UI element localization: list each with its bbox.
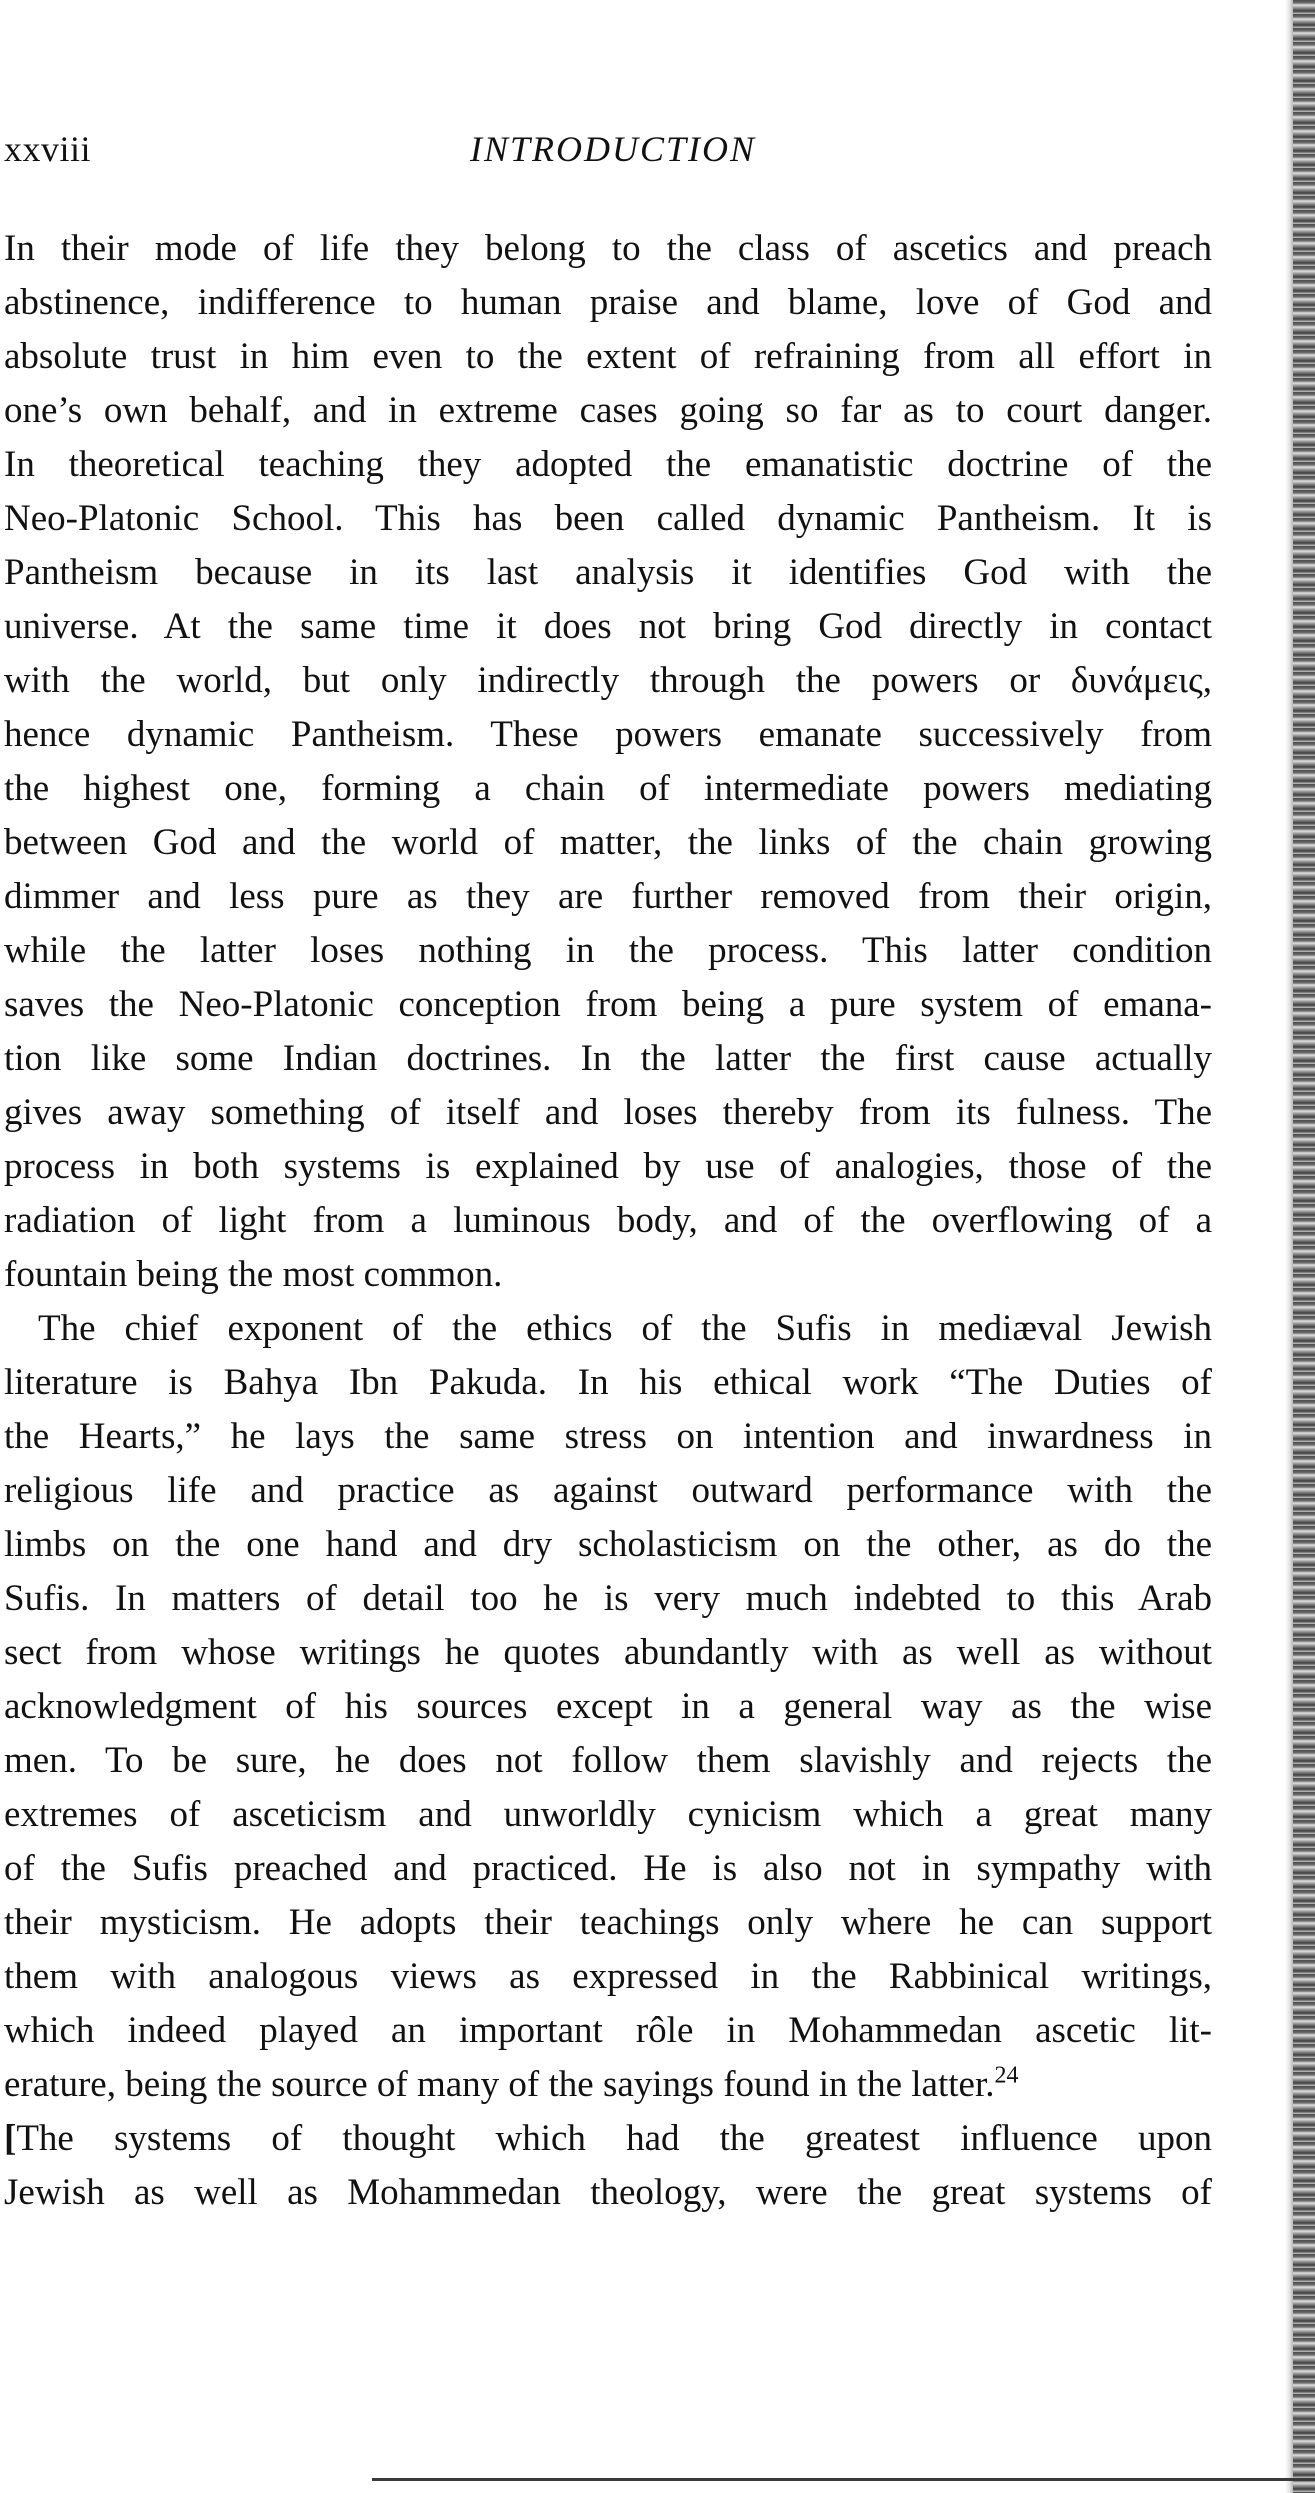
page-number: xxviii	[4, 129, 92, 169]
text-line: The chief exponent of the ethics of the Sufis in mediæval Jewish	[38, 1308, 1212, 1349]
text-line: dimmer and less pure as they are further removed from their origin,	[4, 876, 1212, 917]
text-line: saves the Neo-Platonic conception from being a pure system of emana-	[4, 984, 1212, 1025]
text-line: men. To be sure, he does not follow them slavishly and rejects the	[4, 1740, 1212, 1781]
text-line: limbs on the one hand and dry scholasticism on the other, as do the	[4, 1524, 1212, 1565]
text-line: Jewish as well as Mohammedan theology, were the great systems of	[4, 2172, 1212, 2213]
text-line: erature, being the source of many of the sayings found in the latter.	[4, 2064, 995, 2105]
running-head: INTRODUCTION	[470, 129, 757, 169]
text-line: sect from whose writings he quotes abundantly with as well as without	[4, 1632, 1212, 1673]
text-line: the Hearts,” he lays the same stress on intention and inwardness in	[4, 1416, 1212, 1457]
paragraph-2	[4, 1302, 1212, 2112]
text-line: radiation of light from a luminous body, and of the overflowing of a	[4, 1200, 1212, 1241]
text-line: while the latter loses nothing in the process. This latter condition	[4, 930, 1212, 971]
text-line-with-mark	[4, 2112, 1212, 2166]
text-line: process in both systems is explained by use of analogies, those of the	[4, 1146, 1212, 1187]
editorial-bracket-mark: [	[4, 2118, 17, 2159]
text-line: abstinence, indifference to human praise and blame, love of God and	[4, 282, 1212, 323]
text-line: extremes of asceticism and unworldly cynicism which a great many	[4, 1794, 1212, 1835]
text-line: with the world, but only indirectly through the powers or δυνάμεις,	[4, 660, 1212, 701]
paragraph-3	[4, 2112, 1212, 2220]
text-line: of the Sufis preached and practiced. He is also not in sympathy with	[4, 1848, 1212, 1889]
text-line: hence dynamic Pantheism. These powers emanate successively from	[4, 714, 1212, 755]
body-text	[4, 222, 1212, 2220]
text-line: gives away something of itself and loses thereby from its fulness. The	[4, 1092, 1212, 1133]
text-line: the highest one, forming a chain of intermediate powers mediating	[4, 768, 1212, 809]
text-line: them with analogous views as expressed in the Rabbinical writings,	[4, 1956, 1212, 1997]
text-line: universe. At the same time it does not bring God directly in contact	[4, 606, 1212, 647]
text-line: acknowledgment of his sources except in a general way as the wise	[4, 1686, 1212, 1727]
text-line: The systems of thought which had the greatest influence upon	[16, 2118, 1212, 2159]
text-line: In their mode of life they belong to the class of ascetics and preach	[4, 228, 1212, 269]
page-binding-edge	[1293, 0, 1315, 2493]
text-line: fountain being the most common.	[4, 1254, 503, 1295]
page-binding-shadow	[1285, 0, 1293, 2493]
paragraph-1	[4, 222, 1212, 1302]
text-line: In theoretical teaching they adopted the emanatistic doctrine of the	[4, 444, 1212, 485]
text-line: between God and the world of matter, the links of the chain growing	[4, 822, 1212, 863]
text-line: literature is Bahya Ibn Pakuda. In his ethical work “The Duties of	[4, 1362, 1212, 1403]
bottom-edge-rule	[372, 2478, 1315, 2481]
page-header	[0, 128, 1215, 178]
text-line: religious life and practice as against outward performance with the	[4, 1470, 1212, 1511]
text-line: one’s own behalf, and in extreme cases going so far as to court danger.	[4, 390, 1212, 431]
text-line: Pantheism because in its last analysis it identifies God with the	[4, 552, 1212, 593]
text-line-with-footnote	[4, 2058, 1212, 2112]
text-line: Neo-Platonic School. This has been called dynamic Pantheism. It is	[4, 498, 1212, 539]
text-line: their mysticism. He adopts their teachings only where he can support	[4, 1902, 1212, 1943]
footnote-reference[interactable]: 24	[994, 2062, 1019, 2089]
text-line: tion like some Indian doctrines. In the latter the first cause actually	[4, 1038, 1212, 1079]
text-line: absolute trust in him even to the extent of refraining from all effort in	[4, 336, 1212, 377]
text-line: Sufis. In matters of detail too he is very much indebted to this Arab	[4, 1578, 1212, 1619]
text-line: which indeed played an important rôle in Mohammedan ascetic lit-	[4, 2010, 1212, 2051]
